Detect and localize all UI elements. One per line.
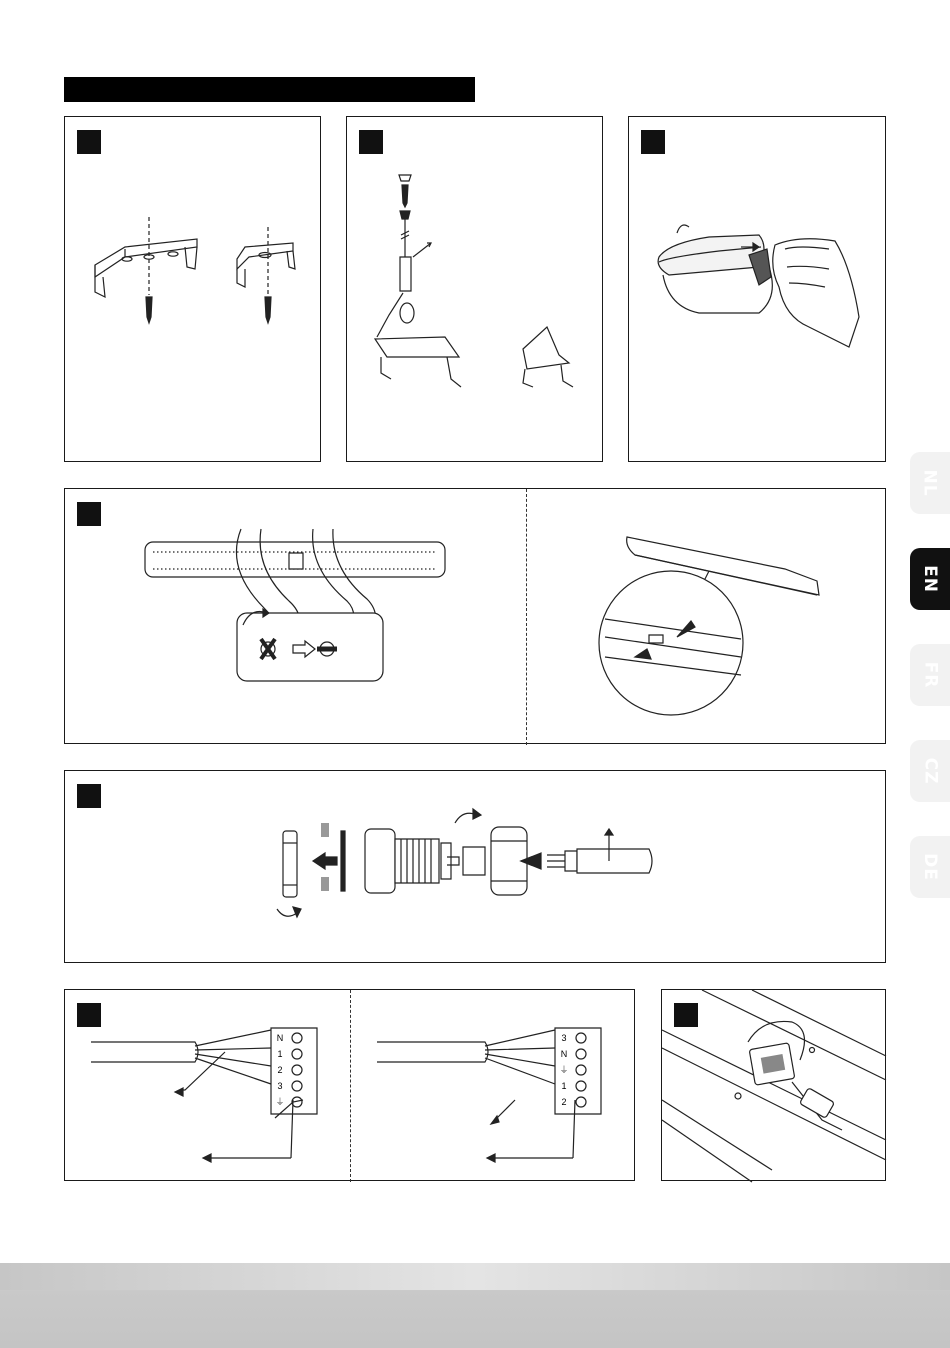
section-title-bar: [64, 77, 475, 102]
terminal-label: N: [560, 1049, 568, 1059]
panel-suspension: [346, 116, 603, 462]
terminal-label: 1: [277, 1049, 283, 1059]
terminal-label: ⏚: [559, 1065, 569, 1075]
tab-language-en[interactable]: [910, 548, 950, 610]
panel-bracket-rotation: [64, 488, 886, 744]
cable-gland-illustration: [65, 771, 887, 964]
panel-clip-release: [628, 116, 886, 462]
clip-release-illustration: [629, 117, 887, 463]
panel-mounting-clips: [64, 116, 321, 462]
mounting-clip-illustration: [65, 117, 322, 463]
tab-language-fr[interactable]: [910, 644, 950, 706]
tab-language-cz[interactable]: [910, 740, 950, 802]
panel-connector-install: [661, 989, 886, 1181]
tab-language-nl[interactable]: [910, 452, 950, 514]
terminal-label: ⏚: [275, 1097, 285, 1107]
tab-language-de[interactable]: [910, 836, 950, 898]
terminal-label: 3: [277, 1081, 283, 1091]
terminal-wiring-illustration: [65, 990, 636, 1182]
connector-install-illustration: [662, 990, 887, 1182]
tab-label: FR: [919, 661, 940, 689]
terminal-label: 1: [561, 1081, 567, 1091]
tab-label: CZ: [920, 757, 940, 785]
tab-label: EN: [920, 565, 940, 593]
bracket-rotation-illustration: [65, 489, 887, 745]
terminal-label: N: [276, 1033, 284, 1043]
tab-label: DE: [919, 853, 940, 881]
right-terminal-labels: [557, 1030, 571, 1110]
panel-terminal-wiring: [64, 989, 635, 1181]
terminal-label: 3: [561, 1033, 567, 1043]
terminal-label: 2: [277, 1065, 283, 1075]
tab-label: NL: [920, 469, 940, 497]
suspension-illustration: [347, 117, 604, 463]
footer-band: [0, 1263, 950, 1348]
panel-cable-gland: [64, 770, 886, 963]
terminal-label: 2: [561, 1097, 567, 1107]
left-terminal-labels: [273, 1030, 287, 1110]
